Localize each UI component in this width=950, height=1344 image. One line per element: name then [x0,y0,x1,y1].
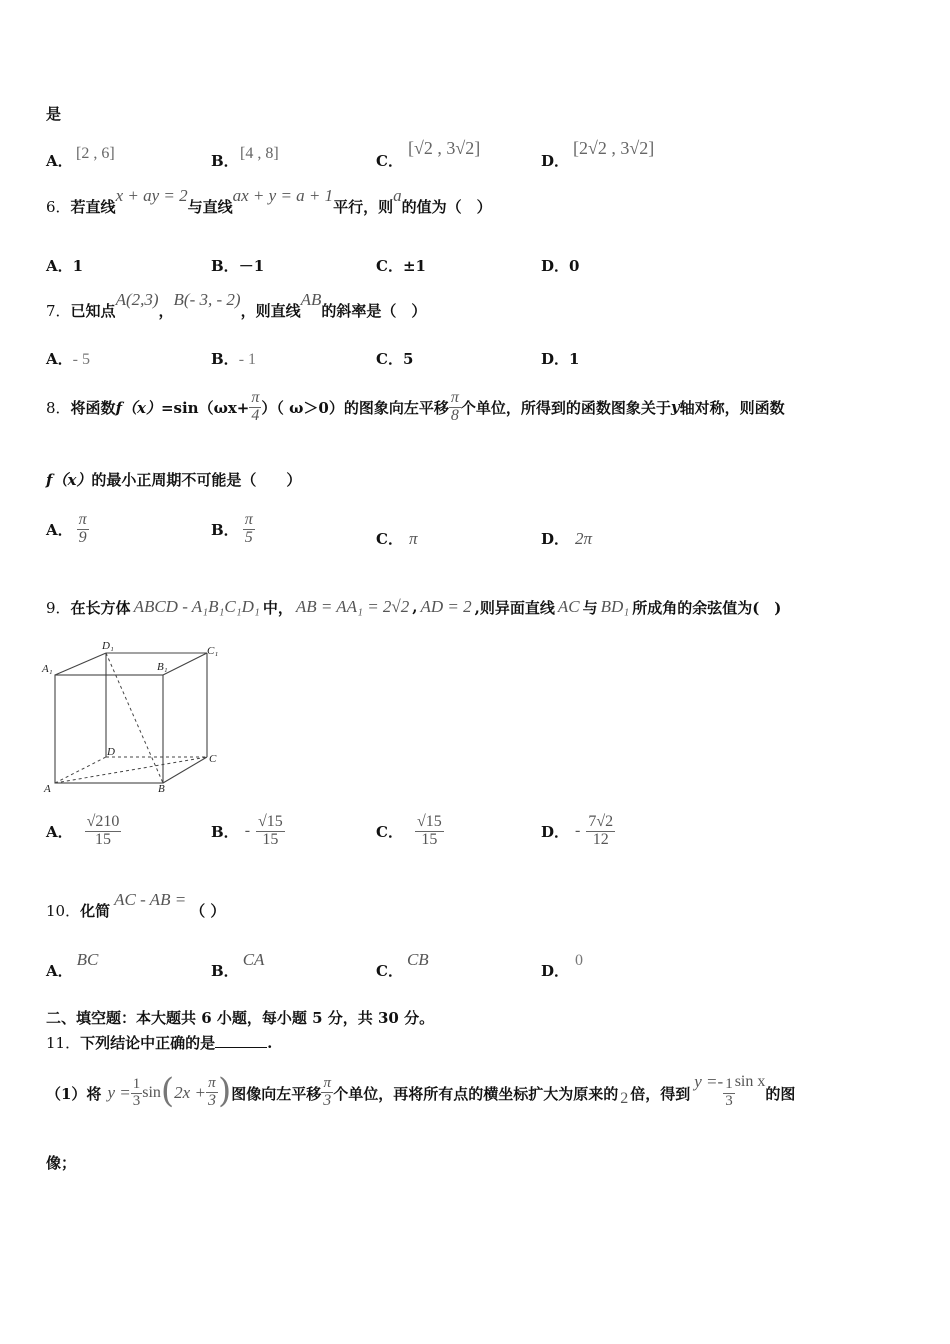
q6-line1: x + ay = 2 [115,186,188,205]
q9-text-d: 与 [582,598,598,617]
q7-stem [46,290,427,321]
q6-text-d: 的值为（ ） [401,198,492,216]
q9-text-e: 所成角的余弦值为( ) [632,598,782,617]
q8-stem-line2 [46,469,301,490]
q6-line2: ax + y = a + 1 [232,186,334,205]
q6-text-c: 平行，则 [333,198,394,216]
q7-text-c: 的斜率是（ ） [321,302,427,320]
q8-text-b: =sin（ωx+ [160,398,250,417]
q11-item1-coef: $\frac{1}{3}$ [132,1075,141,1109]
q8-frac2: $\frac{\pi}{8}$ [450,388,459,424]
front-face [55,675,163,783]
q8-option-b: B． $\frac{\pi}{5}$ [211,510,253,546]
section-2-title: 二、填空题：本大题共 6 小题，每小题 5 分，共 30 分。 [46,1009,435,1027]
label-b1: B₁ [157,661,168,673]
q5-option-b-value: [4 , 8] [240,145,279,162]
q10-stem [46,890,226,921]
q11-answer-blank[interactable] [215,1047,267,1048]
label-d1: D₁ [102,640,114,652]
q10-option-b: B．CA [211,950,265,980]
q9-option-b: B． - $\frac{√15}{15}$ [211,812,283,848]
q11-text: 下列结论中正确的是 [80,1034,216,1052]
diagonal-bd1 [106,653,163,783]
header-fragment: 是 [46,105,62,123]
q7-line: AB [300,290,322,309]
q5-option-d-label: D． [541,152,570,170]
q7-text-b: ，则直线 [240,302,301,320]
label-a: A [44,783,51,795]
q11-item1 [46,1068,795,1118]
q8-frac1: $\frac{\pi}{4}$ [251,388,260,424]
q11-item1-text-d: 的图 [765,1084,796,1103]
q10-expr: AC - AB = [114,890,187,909]
q11-item1-text-e: 像； [46,1154,77,1172]
q10-text-a: 化简 [80,902,111,920]
q9-cond2: AD = 2 [420,597,472,616]
q11-item1-paren-close: ) [217,1071,232,1111]
q9-cond1: AB = AA₁ = 2√2 [295,597,410,616]
q8-fx: f（x） [115,398,161,417]
q11-item1-res-frac: $\frac{1}{3}$ [725,1075,733,1109]
q11-item1-factor: 2 [620,1090,629,1107]
q8-number: 8． [46,398,71,417]
cuboid-figure [40,640,230,795]
q11-item1-inner: 2x + [174,1083,206,1102]
q11-item1-inner-frac: $\frac{\pi}{3}$ [207,1075,216,1109]
q11-item1-shift: $\frac{\pi}{3}$ [323,1075,332,1109]
q11-tail: . [267,1034,273,1052]
q8-text-e: 轴对称，则函数 [679,398,785,417]
q5-option-d-value: [2√2 , 3√2] [573,138,655,158]
q11-item1-label: （1）将 [46,1084,102,1103]
q7-text-a: 已知点 [70,302,116,320]
q9-stem [46,590,781,624]
label-b: B [158,783,165,795]
q11-item1-text-c: 倍，得到 [630,1084,691,1103]
q11-item1-res-sin: sin x [734,1073,766,1090]
q6-stem [46,186,492,217]
q8-option-a: A． $\frac{\pi}{9}$ [46,510,87,546]
q7-option-a: A．- 5 [46,350,90,368]
q9-text-a: 在长方体 [70,598,131,617]
q8-line2-fx: f（x） [46,471,92,489]
q11-item1-sin: sin [142,1084,161,1101]
q8-option-c: C． π [376,529,418,548]
q8-text-d: 个单位，所得到的函数图象关于 [460,398,671,417]
q10-option-c: C．CB [376,950,429,980]
q9-line2: BD₁ [600,597,630,616]
q9-option-c: C． $\frac{√15}{15}$ [376,812,442,848]
label-a1: A₁ [42,663,53,675]
q10-text-b: （ ） [190,902,226,920]
q6-text-a: 若直线 [70,198,116,216]
q9-option-a: A． $\frac{√210}{15}$ [46,812,120,848]
q11-item1-paren-open: ( [160,1071,175,1111]
q6-number: 6． [46,198,71,216]
q5-option-b-label: B． [211,152,239,170]
edge-b1-c1 [163,653,207,675]
q9-number: 9． [46,598,71,617]
q7-option-b: B．- 1 [211,350,257,368]
q11-item1-text-b: 个单位，再将所有点的横坐标扩大为原来的 [333,1084,619,1103]
q5-option-a-label: A． [46,152,73,170]
q11-stem [46,1032,272,1053]
q10-number: 10． [46,902,81,920]
q9-text-b: 中， [262,598,293,617]
q6-option-d: D．0 [541,257,580,275]
q8-option-d: D． 2π [541,529,593,548]
q9-option-d: D． - $\frac{7√2}{12}$ [541,812,614,848]
q7-point-b: B(- 3, - 2) [173,290,241,309]
q11-number: 11． [46,1034,81,1052]
q6-option-a: A．1 [46,257,84,275]
q8-line2-text: 的最小正周期不可能是（ ） [91,471,302,489]
label-c1: C₁ [207,645,219,657]
q5-option-a-value: [2 , 6] [76,145,115,162]
q9-solid: ABCD - A₁B₁C₁D₁ [133,597,260,616]
q6-option-b: B．－1 [211,257,265,275]
q9-line1: AC [557,597,580,616]
q8-text-c: ）（ ω＞0）的图象向左平移 [261,398,449,417]
q6-var: a [393,186,402,205]
q8-stem [46,384,785,430]
q7-option-c: C．5 [376,350,414,368]
edge-b-c [163,757,207,783]
q6-text-b: 与直线 [187,198,233,216]
q8-yvar: y [670,398,680,416]
q5-option-c-value: [√2 , 3√2] [408,138,481,158]
q5-option-c-label: C． [376,152,403,170]
q11-item1-res-y: y =- [694,1072,724,1091]
label-d: D [107,746,115,758]
q7-option-d: D．1 [541,350,580,368]
label-c: C [209,753,217,765]
q11-item1-yeq: y = [107,1083,131,1102]
q9-sep: , [412,598,418,616]
edge-a1-d1 [55,653,106,675]
q10-option-a: A．BC [46,950,99,980]
q6-option-c: C．±1 [376,257,426,275]
q11-item1-text-a: 图像向左平移 [231,1084,322,1103]
q8-text-a: 将函数 [70,398,116,417]
q7-comma: ， [158,302,174,320]
q10-option-d: D．0 [541,952,584,980]
q7-point-a: A(2,3) [115,290,159,309]
q7-number: 7． [46,302,71,320]
q9-text-c: ,则异面直线 [474,598,555,617]
